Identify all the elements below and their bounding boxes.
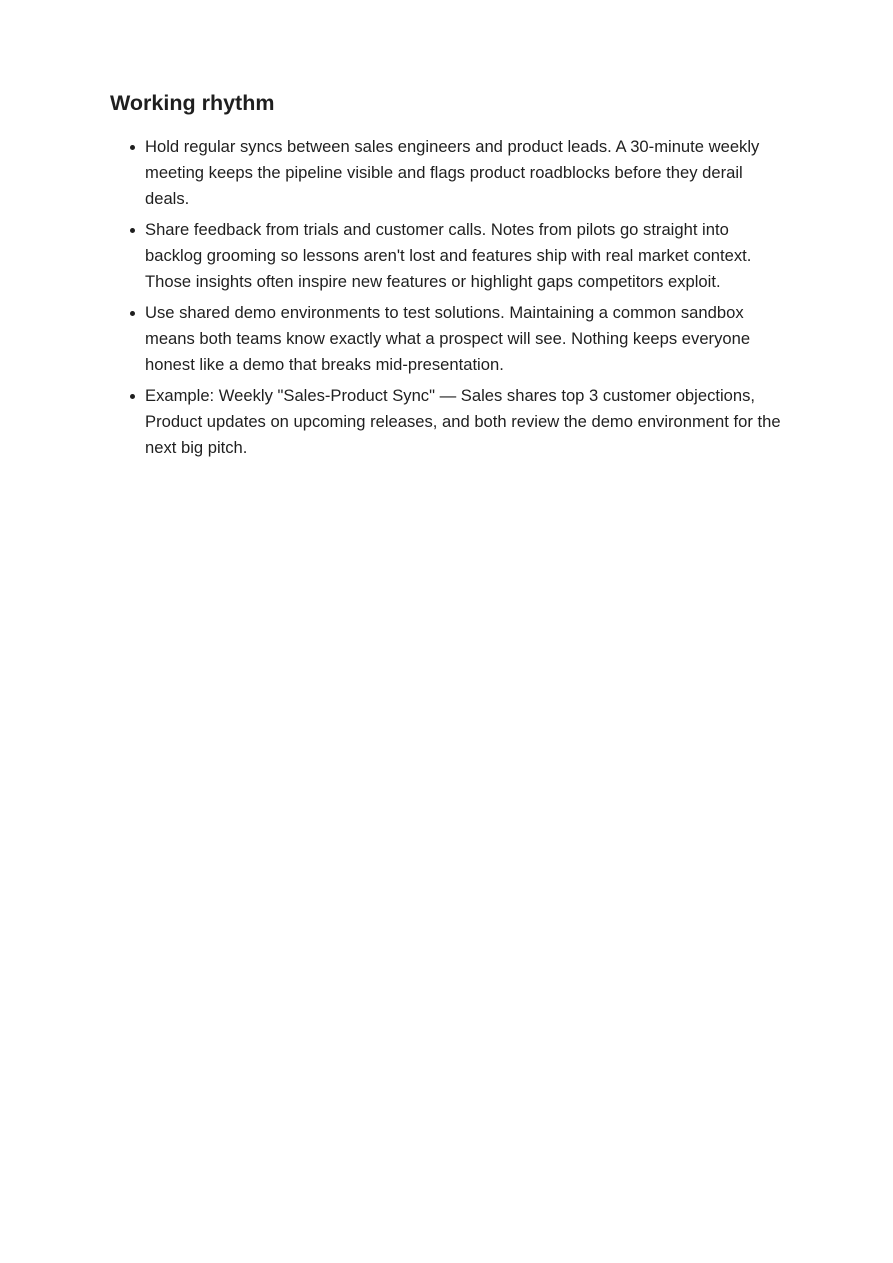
list-item bbox=[110, 300, 790, 379]
list-item-text: Use shared demo environments to test solutions. Maintaining a common sandbox means both teams know exactly what a prospect will see. Nothing keeps everyone honest like a demo that breaks mid-presentation. bbox=[145, 302, 751, 375]
list-item bbox=[110, 383, 790, 462]
section-heading: Working rhythm bbox=[110, 91, 275, 115]
bullet-icon bbox=[130, 394, 135, 399]
bullet-icon bbox=[130, 311, 135, 316]
list-item-text: Hold regular syncs between sales engineers and product leads. A 30-minute weekly meeting keeps the pipeline visible and flags product roadblocks before they derail deals. bbox=[145, 137, 760, 209]
document-page bbox=[110, 86, 790, 466]
bullet-icon bbox=[130, 145, 135, 150]
list-item bbox=[110, 134, 790, 213]
list-item-text: Example: Weekly "Sales-Product Sync" — Sales shares top 3 customer objections, Product updates on upcoming releases, and both review the demo environment for the next big pitch. bbox=[145, 385, 781, 458]
bullet-list bbox=[110, 134, 790, 461]
list-item-text: Share feedback from trials and customer calls. Notes from pilots go straight into backlog grooming so lessons aren't lost and features ship with real market context. Those insights often inspire new features or highlight gaps competitors exploit. bbox=[145, 219, 752, 292]
bullet-icon bbox=[130, 228, 135, 233]
list-item bbox=[110, 217, 790, 296]
